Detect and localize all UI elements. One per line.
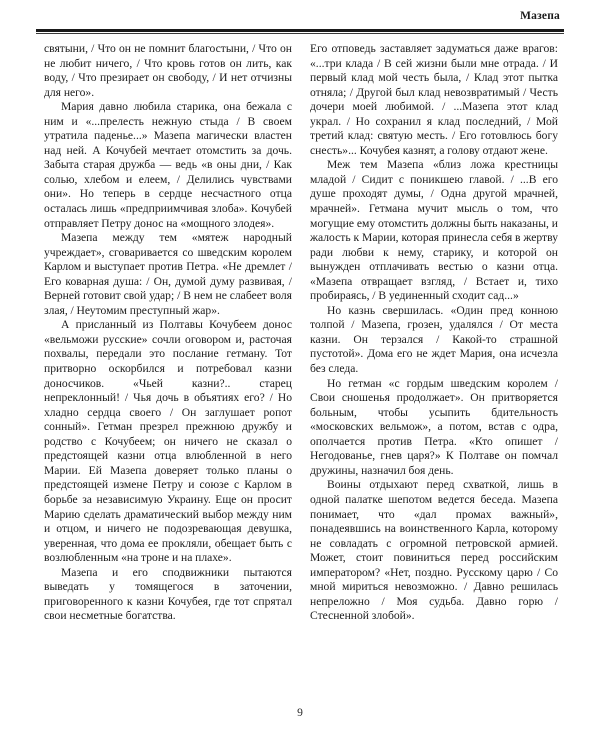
paragraph: Мария давно любила старика, она бежала с ним и «...прелесть нежную стыда / В своем утратила паденье...» Мазепа магически властен над ней. А Кочубей мечтает отомстить за дочь. Забыта старая дружба — ведь «в оны дни, / Как солью, хлебом и елеем, / Делились чувствами они». Но теперь в сердце несчастного отца осталась лишь «предприимчивая злоба». Кочубей отправляет Петру донос на «мощного злодея». bbox=[44, 100, 292, 230]
paragraph: А присланный из Полтавы Кочубеем донос «вельможи русские» сочли оговором и, расточая похвалы, передали это послание гетману. Тот притворно оскорбился и потребовал казни доносчиков. «Чьей казни?.. старец непреклонный! / Чья дочь в объятиях его? / Но хладно сердца своего / Он заглушает ропот сонный». Гетман презрел прежнюю дружбу и родство с Кочубеем; он ничего не сказал о предстоящей казни отца влюбленной в него Марии. Ей Мазепа доверяет только планы о предстоящей измене Петру и союзе с Карлом в борьбе за независимую Украину. Еще он просит Марию сделать драматический выбор между ним и отцом, и ничего не подозревающая девушка, уверенная, что дома ее прокляли, обещает быть с возлюбленным «на троне и на плахе». bbox=[44, 318, 292, 565]
paragraph: Меж тем Мазепа «близ ложа крестницы младой / Сидит с поникшею главой. / ...В его душе проходят думы, / Одна другой мрачней, мрачней». Гетмана мучит мысль о том, что могущие ему отомстить должны быть наказаны, и жалость к Марии, которая принесла себя в жертву ради любви к нему, старику, и которой он вынужден отплачивать вестью о казни отца. «Мазепа отвращает взгляд, / Встает и, тихо пробираясь, / В уединенный сходит сад...» bbox=[310, 158, 558, 303]
text-columns bbox=[44, 42, 558, 692]
paragraph: Его отповедь заставляет задуматься даже врагов: «...три клада / В сей жизни были мне отрада. / И первый клад мой честь была, / Клад этот пытка отняла; / Другой был клад невозвратимый / Честь дочери моей любимой. / ...Мазепа этот клад украл. / Но сохранил я клад последний, / Мой третий клад: святую месть. / Его готовлюсь богу снесть»... Кочубея казнят, а голову отдают жене. bbox=[310, 42, 558, 157]
paragraph: Но гетман «с гордым шведским королем / Свои сношенья продолжает». Он притворяется больным, чтобы усыпить бдительность «московских вельмож», а потом, встав с одра, ополчается против Петра. «Кто опишет / Негодованье, гнев царя?» К Полтаве он помчал дружины, назначил боя день. bbox=[310, 376, 558, 477]
paragraph: Воины отдыхают перед схваткой, лишь в одной палатке шепотом ведется беседа. Мазепа понимает, что «дал промах важный», понадеявшись на воинственного Карла, которому не совладать с огромной петровской армией. Может, стоит повиниться перед российским императором? «Нет, поздно. Русскому царю / Со мной мириться невозможно. / Давно решилась непреложно / Моя судьба. Давно горю / Стесненной злобой». bbox=[310, 478, 558, 623]
header-rule bbox=[36, 29, 564, 34]
header-rule-thin-bar bbox=[36, 33, 564, 34]
paragraph: Мазепа между тем «мятеж народный учреждает», сговаривается со шведским королем Карлом и выступает против Петра. «Не дремлет / Его коварная душа: / Он, думой думу развивая, / Верней готовит свой удар; / В нем не слабеет воля злая, / Неутомим преступный жар». bbox=[44, 231, 292, 317]
text-column-right bbox=[310, 42, 558, 692]
paragraph: святыни, / Что он не помнит благостыни, / Что он не любит ничего, / Что кровь готов он лить, как воду, / Что презирает он свободу, / И нет отчизны для него». bbox=[44, 42, 292, 99]
page-number: 9 bbox=[297, 707, 303, 719]
paragraph: Но казнь свершилась. «Один пред конною толпой / Мазепа, грозен, удалялся / От места казни. Он терзался / Какой-то страшной пустотой». Дома его не ждет Мария, она исчезла без следа. bbox=[310, 303, 558, 376]
text-column-left bbox=[44, 42, 292, 692]
paragraph: Мазепа и его сподвижники пытаются выведать у томящегося в заточении, приговоренного к казни Кочубея, где тот спрятал свои несметные богатства. bbox=[44, 565, 292, 623]
running-head: Мазепа bbox=[520, 10, 560, 22]
